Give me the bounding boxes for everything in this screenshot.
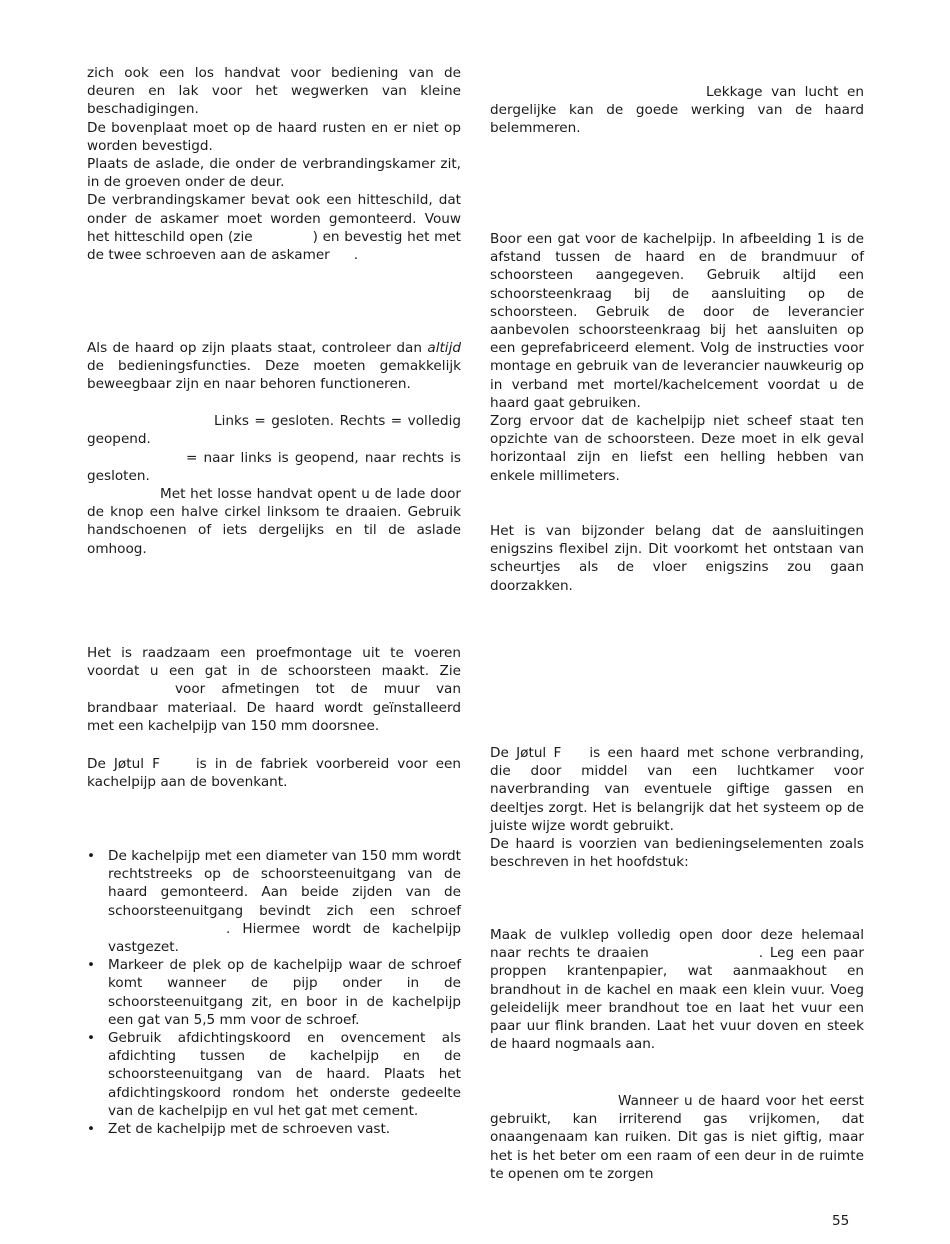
paragraph: [490, 926, 864, 1053]
bullet-icon: •: [87, 848, 96, 864]
text-run: Markeer de plek op de kachelpijp waar de schroef komt wanneer de pijp onder in de schoorsteenuitgang zit, en boor in de kachelpijp een gat van 5,5 mm voor de schroef.: [108, 957, 461, 1028]
paragraph: [87, 755, 461, 791]
text-run: Maak de vulklep volledig open door deze helemaal naar rechts te draaien: [490, 927, 864, 962]
text-run: gebruikt, kan irriterend gas vrijkomen, dat onaangenaam kan ruiken. Dit gas is niet giftig, maar het is het beter om een raam of een deur in de ruimte te openen om te zorgen: [490, 1111, 864, 1182]
bullet-icon: •: [87, 1121, 96, 1138]
paragraph: Plaats de aslade, die onder de verbrandingskamer zit, in de groeven onder de deur.: [87, 156, 461, 191]
paragraph: [490, 1092, 864, 1183]
paragraph: Lekkage van lucht en dergelijke kan de goede werking van de haard belemmeren.: [490, 84, 864, 137]
list-item: [87, 1029, 461, 1120]
text-run: De Jøtul F: [87, 756, 160, 772]
emphasis: altijd: [427, 340, 461, 356]
paragraph: De haard is voorzien van bedieningselementen zoals beschreven in het hoofdstuk:: [490, 836, 864, 871]
text-run: .: [353, 247, 359, 264]
text-run: Gebruik afdichtingskoord en ovencement als afdichting tussen de kachelpijp en de schoorsteenuitgang van de haard. Plaats het afdichtingskoord rondom het onderste gedeelte van de kachelpijp en vul het gat met cement.: [108, 1030, 461, 1119]
bullet-icon: •: [87, 957, 96, 974]
paragraph: [87, 339, 461, 394]
text-run: de bedieningsfuncties. Deze moeten gemakkelijk beweegbaar zijn en naar behoren functioneren.: [87, 358, 461, 393]
paragraph: Het is van bijzonder belang dat de aansluitingen enigszins flexibel zijn. Dit voorkomt het ontstaan van scheurtjes als de vloer enigszins zou gaan doorzakken.: [490, 523, 864, 594]
paragraph: [490, 744, 864, 835]
text-run: . Leg een paar proppen krantenpapier, wat aanmaakhout en brandhout in de kachel en maak een klein vuur. Voeg geleidelijk meer brandhout toe en laat het vuur een paar uur flink branden. Laat het vuur doven en steek de haard nogmaals aan.: [490, 945, 864, 1053]
text-run: Het is raadzaam een proefmontage uit te voeren voordat u een gat in de schoorsteen maakt. Zie: [87, 645, 461, 680]
text-run: De verbrandingskamer bevat ook een hitteschild, dat onder de askamer moet worden gemonteerd. Vouw het hitteschild open (zie: [87, 192, 461, 245]
text-run: De Jøtul F: [490, 745, 562, 761]
paragraph: Links = gesloten. Rechts = volledig geopend.: [87, 413, 461, 448]
text-run: voor afmetingen tot de muur van brandbaar materiaal. De haard wordt geïnstalleerd met een kachelpijp van 150 mm doorsnee.: [87, 681, 461, 734]
text-run: Als de haard op zijn plaats staat, controleer dan: [87, 340, 422, 356]
text-run: . Hiermee wordt de kachelpijp vastgezet.: [108, 920, 461, 956]
paragraph: Met het losse handvat opent u de lade door de knop een halve cirkel linksom te draaien. Gebruik handschoenen of iets dergelijks en til de aslade omhoog.: [87, 486, 461, 557]
paragraph: zich ook een los handvat voor bediening van de deuren en lak voor het wegwerken van kleine beschadigingen.: [87, 65, 461, 118]
text-run: Wanneer u de haard voor het eerst: [618, 1093, 864, 1109]
text-run: Zet de kachelpijp met de schroeven vast.: [108, 1121, 391, 1138]
paragraph: [87, 191, 461, 264]
list-item: [87, 956, 461, 1029]
text-run: is een haard met schone verbranding, die door middel van een luchtkamer voor naverbranding van eventuele giftige gassen en deeltjes zorgt. Het is belangrijk dat het systeem op de juiste wijze wordt gebruikt.: [490, 745, 864, 834]
paragraph: = naar links is geopend, naar rechts is gesloten.: [87, 450, 461, 485]
paragraph: [87, 644, 461, 735]
bullet-list: [87, 847, 461, 1138]
list-item: [87, 847, 461, 956]
text-run: ) en bevestig het met de twee schroeven aan de askamer: [87, 228, 462, 264]
page-number: 55: [832, 1213, 850, 1229]
list-item: [87, 1120, 461, 1138]
paragraph: Boor een gat voor de kachelpijp. In afbeelding 1 is de afstand tussen de haard en de brandmuur of schoorsteen aangegeven. Gebruik altijd een schoorsteenkraag bij de aansluiting op de schoorsteen. Gebruik de door de leverancier aanbevolen schoorsteenkraag bij het aansluiten op een geprefabriceerd element. Volg de instructies voor montage en gebruik van de leverancier nauwkeurig op in verband met mortel/kachelcement voordat u de haard gaat gebruiken.: [490, 231, 864, 411]
paragraph: De bovenplaat moet op de haard rusten en er niet op worden bevestigd.: [87, 119, 461, 154]
text-run: De kachelpijp met een diameter van 150 mm wordt rechtstreeks op de schoorsteenuitgang van de haard gemonteerd. Aan beide zijden van de schoorsteenuitgang bevindt zich een schroef: [108, 848, 461, 919]
intro-paragraphs: [87, 64, 461, 264]
text-run: is in de fabriek voorbereid voor een kachelpijp aan de bovenkant.: [87, 756, 462, 791]
paragraph: Zorg ervoor dat de kachelpijp niet scheef staat ten opzichte van de schoorsteen. Deze moet in elk geval horizontaal zijn en liefst een helling hebben van enkele millimeters.: [490, 413, 864, 484]
bullet-icon: •: [87, 1030, 96, 1047]
